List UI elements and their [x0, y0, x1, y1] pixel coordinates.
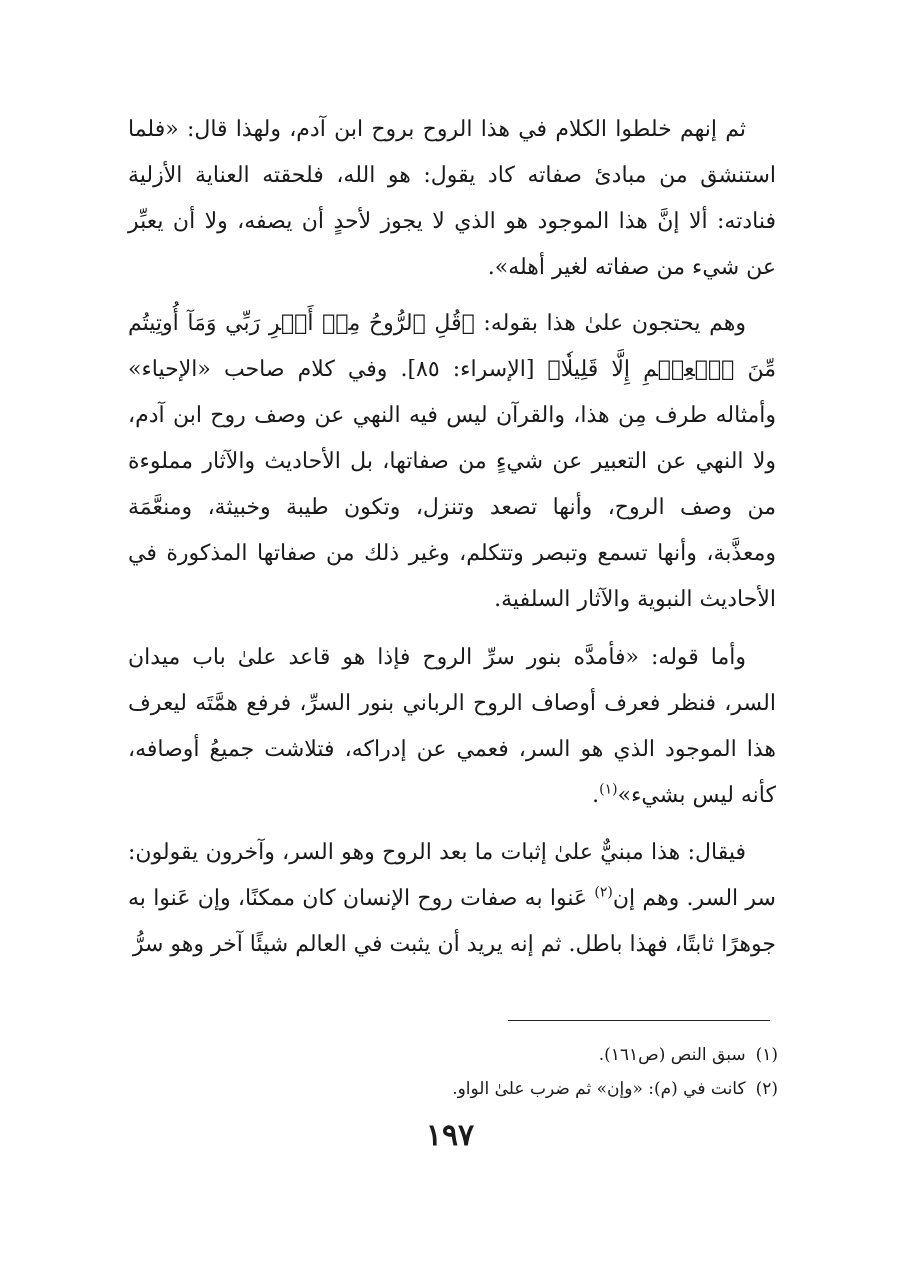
footnotes — [258, 1038, 778, 1106]
paragraph-4-content — [128, 830, 776, 968]
footnote-1 — [258, 1038, 778, 1072]
footnote-ref-1: (١) — [599, 781, 618, 798]
paragraph-3-text: وأما قوله: «فأمدَّه بنور سرِّ الروح فإذا هو قاعد علىٰ باب ميدان السر، فنظر فعرف أوصاف الروح الرباني بنور السرِّ، فرفع همَّتَه ليعرف هذا الموجود الذي هو السر، فعمي عن إدراكه، فتلاشت جميعُ أوصافه، كأنه ليس بشيء» — [128, 645, 776, 808]
footnote-2 — [258, 1072, 778, 1106]
paragraph-1-text: ثم إنهم خلطوا الكلام في هذا الروح بروح ابن آدم، ولهذا قال: «فلما استنشق من مبادئ صفاته كاد يقول: هو الله، فلحقته العناية الأزلية فنادته: ألا إنَّ هذا الموجود هو الذي لا يجوز لأحدٍ أن يصفه، ولا أن يعبِّر عن شيء من صفاته لغير أهله». — [128, 117, 776, 280]
paragraph-4 — [128, 830, 776, 968]
footnote-1-text: سبق النص (ص١٦١). — [598, 1045, 746, 1065]
paragraph-2 — [128, 301, 776, 623]
footnote-ref-2: (٢) — [594, 884, 613, 901]
paragraph-3 — [128, 635, 776, 819]
paragraph-4-text-b: عَنوا به صفات روح الإنسان كان ممكنًا، وإن عَنوا به جوهرًا ثابتًا، فهذا باطل. ثم إنه يريد أن يثبت في العالم شيئًا آخر وهو سرُّ — [128, 886, 776, 957]
paragraph-1 — [128, 107, 776, 291]
page-number: ١٩٧ — [425, 1118, 475, 1153]
paragraph-3-period: . — [592, 783, 600, 808]
paragraph-2-text: وهم يحتجون علىٰ هذا بقوله: ﴿قُلِ ٱلرُّوحُ مِنۡ أَمۡرِ رَبِّي وَمَآ أُوتِيتُم مِّنَ ٱلۡعِلۡمِ إِلَّا قَلِيلٗا﴾ [الإسراء: ٨٥]. وفي كلام صاحب «الإحياء» وأمثاله طرف مِن هذا، والقرآن ليس فيه النهي عن وصف روح ابن آدم، ولا النهي عن التعبير عن شيءٍ من صفاتها، بل الأحاديث والآثار مملوءة من وصف الروح، وأنها تصعد وتنزل، وتكون طيبة وخبيثة، ومنعَّمَة ومعذَّبة، وأنها تسمع وتبصر وتتكلم، وغير ذلك من صفاتها المذكورة في الأحاديث النبوية والآثار السلفية. — [128, 311, 776, 612]
footnote-2-text: كانت في (م): «وإن» ثم ضرب علىٰ الواو. — [452, 1079, 746, 1099]
footnote-2-number: (٢) — [755, 1079, 778, 1099]
footnote-divider — [508, 1020, 770, 1021]
footnote-1-number: (١) — [755, 1045, 778, 1065]
paragraph-4-text-a: فيقال: هذا مبنيٌّ علىٰ إثبات ما بعد الروح وهو السر، وآخرون يقولون: سر السر. وهم إن — [128, 840, 776, 911]
paragraph-3-content — [128, 635, 776, 819]
